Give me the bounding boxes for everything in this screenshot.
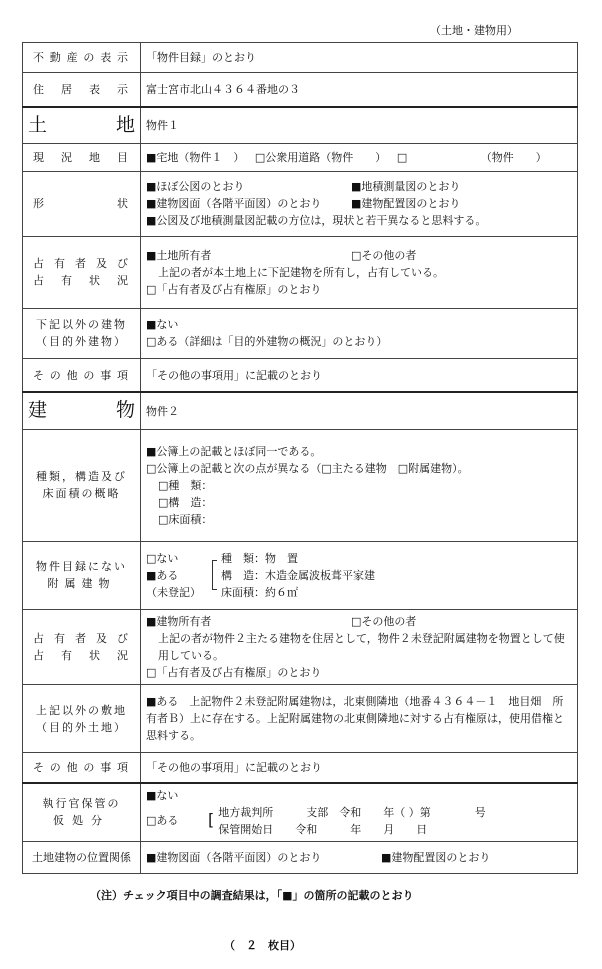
land-current-value: ■宅地（物件１ ） □公衆用道路（物件 ） □ （物件 ） xyxy=(141,143,578,171)
land-shape-row xyxy=(23,171,578,236)
residence-value: 富士宮市北山４３６４番地の３ xyxy=(141,73,578,107)
building-other-matters-row xyxy=(23,753,578,783)
land-occupancy-row xyxy=(23,236,578,308)
footnote: （注）チェック項目中の調査結果は，「■」の箇所の記載のとおり xyxy=(90,889,414,902)
land-current-label: 現況地目 xyxy=(23,143,141,171)
land-other-matters-value: 「その他の事項用」に記載のとおり xyxy=(141,358,578,392)
building-outline-value: ■公簿上の記載とほぼ同一である。 □公簿上の記載と次の点が異なる（□主たる建物 □附属建物）。 □種 類： □構 造： □床面積： xyxy=(141,429,578,541)
property-row xyxy=(23,43,578,73)
building-occupancy-value: ■建物所有者 □その他の者 上記の者が物件２主たる建物を住居として，物件２未登記附属建物を物置として使用している。 □「占有者及び占有権原」のとおり xyxy=(141,609,578,684)
building-outline-label: 種類，構造及び 床面積の概略 xyxy=(23,429,141,541)
property-label: 不動産の表示 xyxy=(23,43,141,73)
position-label: 土地建物の位置関係 xyxy=(23,841,141,873)
land-occupancy-label: 占有者及び 占有状況 xyxy=(23,236,141,308)
land-occupancy-value: ■土地所有者 □その他の者 上記の者が本土地上に下記建物を所有し，占有している。 □「占有者及び占有権原」のとおり xyxy=(141,236,578,308)
building-section-row xyxy=(23,392,578,429)
provisional-row xyxy=(23,783,578,842)
page-number: （ ２ 枚目） xyxy=(224,939,301,952)
land-other-matters-row xyxy=(23,358,578,392)
building-occupancy-label: 占有者及び 占有状況 xyxy=(23,609,141,684)
building-other-matters-value: 「その他の事項用」に記載のとおり xyxy=(141,753,578,783)
building-item: 物件２ xyxy=(141,392,578,429)
residence-label: 住居表示 xyxy=(23,73,141,107)
residence-row xyxy=(23,73,578,107)
building-site-label: 上記以外の敷地 （目的外土地） xyxy=(23,685,141,753)
position-value: ■建物図面（各階平面図）のとおり ■建物配置図のとおり xyxy=(141,841,578,873)
form-category: （土地・建物用） xyxy=(430,24,518,37)
land-section-title: 土 地 xyxy=(23,107,141,144)
land-other-building-value: ■ない □ある（詳細は「目的外建物の概況」のとおり） xyxy=(141,308,578,358)
building-outline-row xyxy=(23,429,578,541)
provisional-label: 執行官保管の 仮処分 xyxy=(23,783,141,842)
land-other-building-row xyxy=(23,308,578,358)
land-other-building-label: 下記以外の建物 （目的外建物） xyxy=(23,308,141,358)
land-section-row xyxy=(23,107,578,144)
building-annex-row xyxy=(23,541,578,609)
land-other-matters-label: その他の事項 xyxy=(23,358,141,392)
building-section-title: 建 物 xyxy=(23,392,141,429)
land-item: 物件１ xyxy=(141,107,578,144)
land-shape-value: ■ほぼ公図のとおり ■地積測量図のとおり ■建物図面（各階平面図）のとおり ■建物配置図のとおり ■公図及び地積測量図記載の方位は，現状と若干異なると思料する。 xyxy=(141,171,578,236)
building-occupancy-row xyxy=(23,609,578,684)
building-other-matters-label: その他の事項 xyxy=(23,753,141,783)
building-annex-value: □ない ■ある （未登記） 種 類：物 置 構 造：木造金属波板葺平家建 床面積：約６㎡ xyxy=(141,541,578,609)
survey-form-table xyxy=(22,42,578,874)
land-shape-label: 形状 xyxy=(23,171,141,236)
building-site-row xyxy=(23,685,578,753)
property-value: 「物件目録」のとおり xyxy=(141,43,578,73)
building-site-value: ■ある 上記物件２未登記附属建物は，北東側隣地（地番４３６４－１ 地目畑 所有者Ｂ）上に存在する。上記附属建物の北東側隣地に対する占有権原は，使用借権と思料する。 xyxy=(141,685,578,753)
position-row xyxy=(23,841,578,873)
building-annex-label: 物件目録にない 附属建物 xyxy=(23,541,141,609)
land-current-row xyxy=(23,143,578,171)
provisional-value: ■ない □ある [ 地方裁判所 支部 令和 年（ ）第 号 保管開始日 令和 年 月 日 xyxy=(141,783,578,842)
